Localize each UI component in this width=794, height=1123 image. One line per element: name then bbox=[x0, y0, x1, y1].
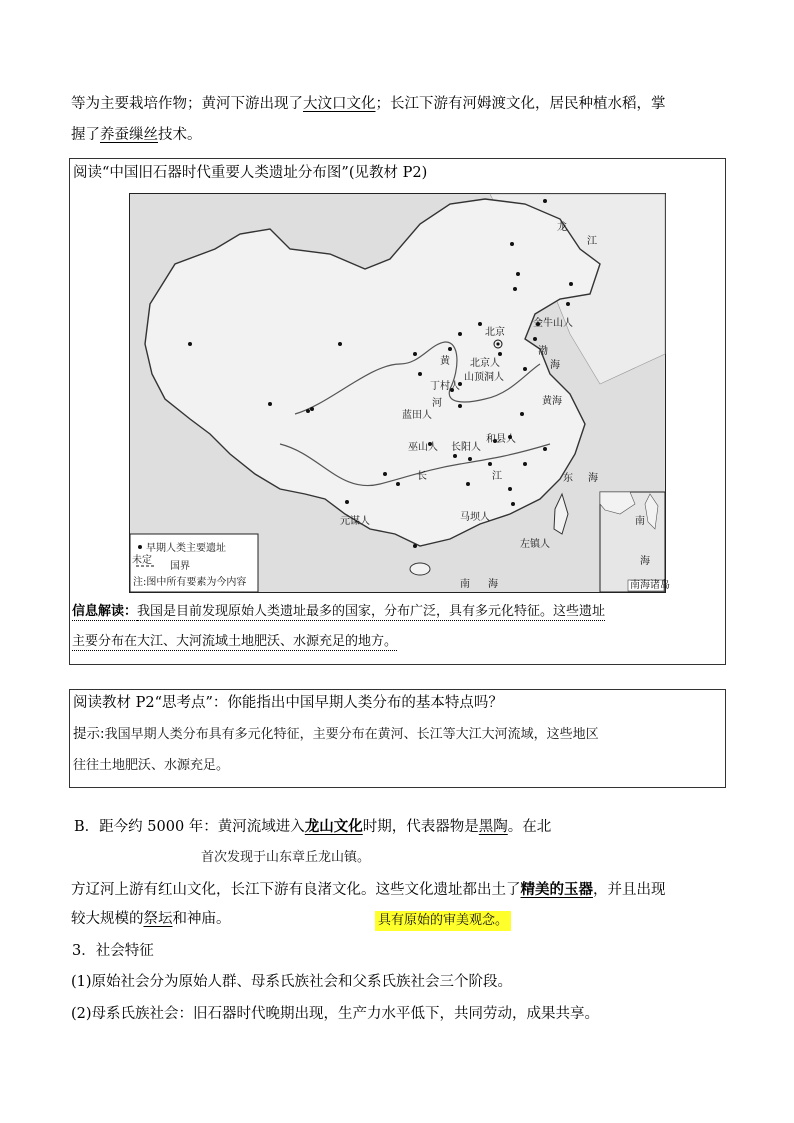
think-answer-line-2 bbox=[73, 757, 229, 775]
label-hlj-jiang: 江 bbox=[587, 236, 597, 247]
altar: 祭坛 bbox=[143, 911, 173, 927]
fine-jade: 精美的玉器 bbox=[520, 881, 593, 898]
dawenkou-culture: 大汶口文化 bbox=[303, 96, 376, 112]
label-river-chang: 长 bbox=[417, 471, 427, 482]
section-3-p2: (2)母系氏族社会：旧石器时代晚期出现，生产力水平低下，共同劳动，成果共享。 bbox=[71, 1006, 600, 1022]
inset-label: 南海诸岛 bbox=[630, 580, 670, 591]
black-pottery: 黑陶 bbox=[478, 819, 508, 835]
south-sea-inset bbox=[600, 492, 670, 592]
intro-line-2 bbox=[71, 125, 202, 145]
section-b-text: B．距今约 5000 年：黄河流域进入 bbox=[74, 819, 305, 835]
section-b-text: 较大规模的 bbox=[71, 911, 144, 927]
section-b-line-1 bbox=[74, 817, 551, 837]
label-yuanmou: 元谋人 bbox=[340, 516, 370, 527]
label-nanhai-2: 海 bbox=[488, 579, 498, 590]
info-line-2 bbox=[72, 633, 397, 651]
label-dingcun: 丁村人 bbox=[430, 381, 460, 392]
label-changyang: 长阳人 bbox=[451, 442, 481, 453]
section-b-text: 方辽河上游有红山文化，长江下游有良渚文化。这些文化遗址都出土了 bbox=[71, 882, 521, 898]
map-box-title: 阅读“中国旧石器时代重要人类遗址分布图”(见教材 P2) bbox=[73, 165, 428, 181]
label-shandingdong: 山顶洞人 bbox=[464, 372, 504, 383]
paleolithic-sites-map bbox=[129, 193, 670, 593]
section-b-line-3 bbox=[71, 880, 666, 900]
label-river-huang: 黄 bbox=[440, 356, 450, 367]
section-b-text: 。在北 bbox=[507, 819, 552, 835]
info-text: 主要分布在大江、大河流域土地肥沃、水源充足的地方。 bbox=[72, 634, 398, 649]
longshan-culture: 龙山文化 bbox=[304, 818, 363, 835]
intro-text: ；长江下游有河姆渡文化，居民种植水稻，掌 bbox=[375, 96, 666, 112]
map-legend bbox=[130, 534, 258, 592]
section-3-title: 3．社会特征 bbox=[72, 943, 154, 959]
info-label: 信息解读： bbox=[72, 604, 138, 619]
inset-nan: 南 bbox=[635, 516, 645, 527]
label-nanhai-1: 南 bbox=[460, 579, 470, 590]
label-jinniushan: 金牛山人 bbox=[533, 318, 573, 329]
section-b-text: 时期，代表器物是 bbox=[362, 819, 479, 835]
label-bohai-1: 渤 bbox=[538, 346, 548, 357]
label-beijing: 北京 bbox=[485, 327, 505, 338]
inset-hai: 海 bbox=[640, 556, 650, 567]
label-river-he: 河 bbox=[432, 398, 442, 409]
intro-text: 技术。 bbox=[158, 127, 202, 143]
info-line-1 bbox=[72, 603, 605, 621]
intro-text: 握了 bbox=[71, 127, 100, 143]
section-b-text: 和神庙。 bbox=[172, 911, 231, 927]
label-lantian: 蓝田人 bbox=[402, 410, 432, 421]
legend-site: 早期人类主要遗址 bbox=[146, 543, 226, 554]
label-river-jiang: 江 bbox=[492, 471, 502, 482]
silk-technique: 养蚕缫丝 bbox=[100, 127, 158, 143]
label-bohai-2: 海 bbox=[550, 360, 560, 371]
label-maba: 马坝人 bbox=[460, 512, 490, 523]
info-text: 我国是目前发现原始人类遗址最多的国家，分布广泛，具有多元化特征。这些遗址 bbox=[137, 604, 606, 619]
label-zuozhen: 左镇人 bbox=[520, 539, 550, 550]
label-huanghai: 黄海 bbox=[542, 396, 562, 407]
label-hexian: 和县人 bbox=[486, 434, 516, 445]
section-b-text: ，并且出现 bbox=[593, 882, 666, 898]
label-wushan: 巫山人 bbox=[408, 442, 438, 453]
think-question: 阅读教材 P2“思考点”：你能指出中国早期人类分布的基本特点吗？ bbox=[73, 695, 503, 711]
section-b-line-4 bbox=[71, 909, 231, 929]
legend-note: 注:图中所有要素为今内容 bbox=[133, 577, 247, 588]
label-donghai-1: 东 bbox=[563, 473, 573, 484]
aesthetic-highlight: 具有原始的审美观念。 bbox=[375, 911, 511, 931]
legend-border: 国界 bbox=[170, 561, 190, 572]
answer-text: 往往土地肥沃、水源充足。 bbox=[73, 758, 230, 773]
think-answer-line-1 bbox=[73, 725, 599, 744]
intro-text: 等为主要栽培作物；黄河下游出现了 bbox=[71, 96, 303, 112]
section-3-p1: (1)原始社会分为原始人群、母系氏族社会和父系氏族社会三个阶段。 bbox=[71, 974, 513, 990]
answer-label: 提示: bbox=[73, 726, 105, 742]
label-donghai-2: 海 bbox=[588, 473, 598, 484]
label-beijingren: 北京人 bbox=[470, 358, 500, 369]
map-svg bbox=[130, 194, 670, 592]
longshan-handnote: 首次发现于山东章丘龙山镇。 bbox=[201, 850, 371, 865]
label-hlj-long: 龙 bbox=[557, 222, 567, 233]
legend-undetermined: 未定 bbox=[132, 555, 152, 566]
answer-text: 我国早期人类分布具有多元化特征，主要分布在黄河、长江等大江大河流域，这些地区 bbox=[104, 727, 599, 742]
intro-line-1 bbox=[71, 94, 666, 114]
